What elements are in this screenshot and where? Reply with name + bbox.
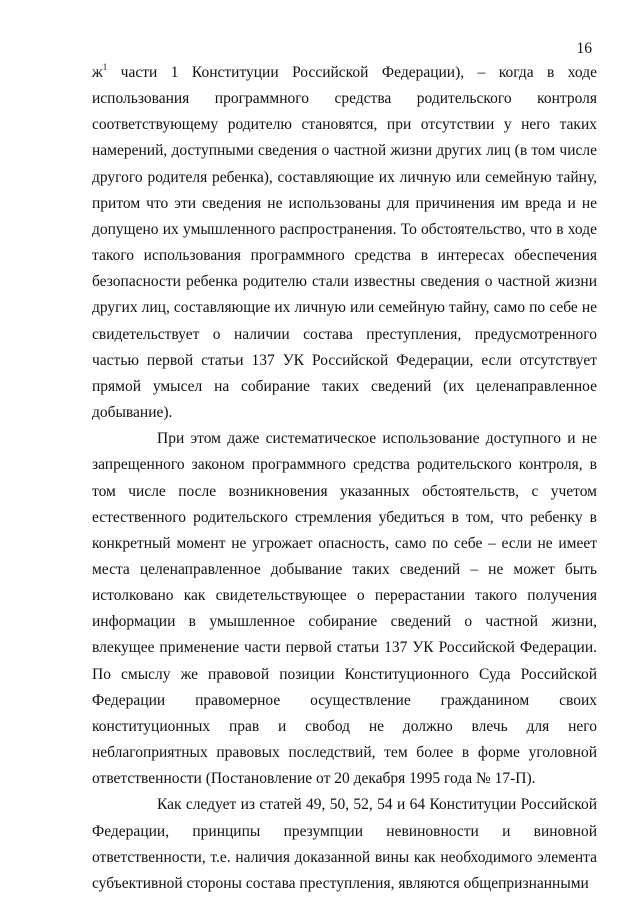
paragraph-3: Как следует из статей 49, 50, 52, 54 и 64 Конституции Российской Федерации, принципы презумпции невиновности и виновной ответственности, т.е. наличия доказанной вины как необходимого элемента субъективной стороны состава преступления, являются общепризнанными <box>92 796 597 892</box>
paragraph-1 <box>92 60 597 426</box>
superscript-index: 1 <box>102 62 108 72</box>
paragraph-1-text: части 1 Конституции Российской Федерации), – когда в ходе использования программного средства родительского контроля соответствующему родителю становятся, при отсутствии у него таких намерений, доступными сведения о частной жизни других лиц (в том числе другого родителя ребенка), составляющие их личную или семейную тайну, притом что эти сведения не использованы для причинения им вреда и не допущено их умышленного распространения. То обстоятельство, что в ходе такого использования программного средства в интересах обеспечения безопасности ребенка родителю стали известны сведения о частной жизни других лиц, составляющие их личную или семейную тайну, само по себе не свидетельствует о наличии состава преступления, предусмотренного частью первой статьи 137 УК Российской Федерации, если отсутствует прямой умысел на собирание таких сведений (их целенаправленное добывание). <box>92 64 597 422</box>
paragraph-1-lead: ж <box>92 64 103 81</box>
document-body <box>92 60 597 897</box>
page-number: 16 <box>576 40 592 57</box>
paragraph-2: При этом даже систематическое использование доступного и не запрещенного законом программного средства родительского контроля, в том числе после возникновения указанных обстоятельств, с учетом естественного родительского стремления убедиться в том, что ребенку в конкретный момент не угрожает опасность, само по себе – если не имеет места целенаправленное добывание таких сведений – не может быть истолковано как свидетельствующее о перерастании такого получения информации в умышленное собирание сведений о частной жизни, влекущее применение части первой статьи 137 УК Российской Федерации. По смыслу же правовой позиции Конституционного Суда Российской Федерации правомерное осуществление гражданином своих конституционных прав и свобод не должно влечь для него неблагоприятных правовых последствий, тем более в форме уголовной ответственности (Постановление от 20 декабря 1995 года № 17-П). <box>92 430 597 788</box>
